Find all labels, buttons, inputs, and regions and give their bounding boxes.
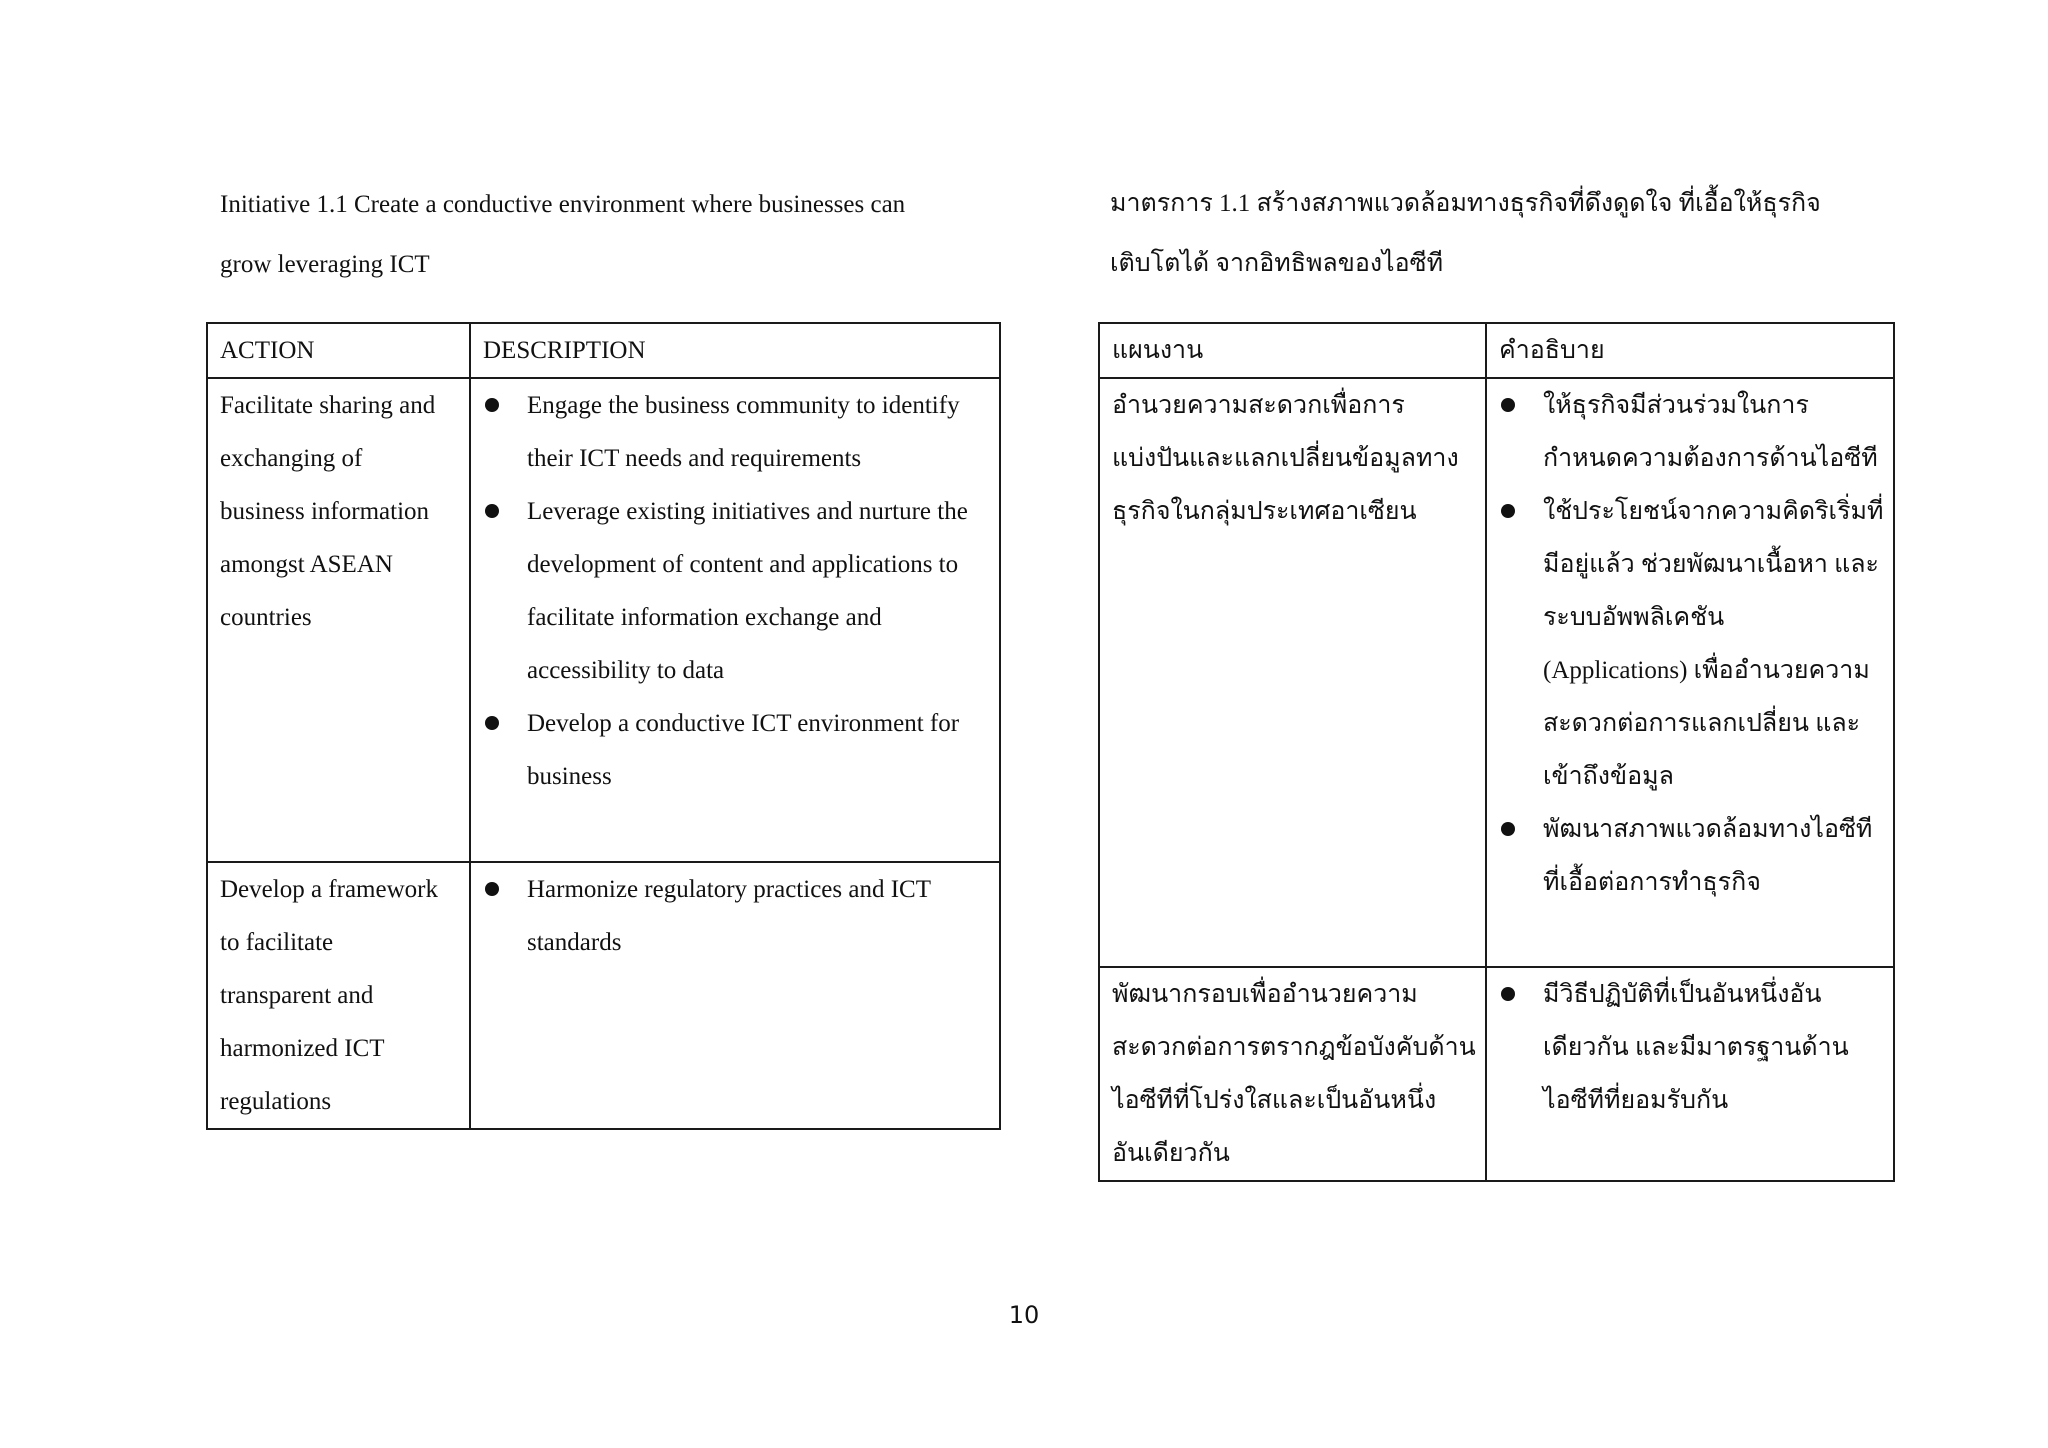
table-row	[1099, 378, 1894, 967]
action-line: exchanging of	[220, 445, 363, 472]
description-bullet-list	[1499, 379, 1884, 909]
action-line: ธุรกิจในกลุ่มประเทศอาเซียน	[1112, 498, 1417, 525]
bullet-line: เดียวกัน และมีมาตรฐานด้าน	[1543, 1034, 1849, 1061]
action-line: to facilitate	[220, 929, 334, 956]
bullet-line: มีอยู่แล้ว ช่วยพัฒนาเนื้อหา และ	[1543, 551, 1879, 578]
bullet-line: Develop a conductive ICT environment for	[527, 710, 960, 737]
bullet-item	[483, 485, 987, 697]
bullet-line: ไอซีทีที่ยอมรับกัน	[1543, 1087, 1729, 1114]
description-bullet-list	[1499, 968, 1881, 1127]
bullet-line: accessibility to data	[527, 657, 725, 684]
bullet-line: Harmonize regulatory practices and ICT	[527, 876, 931, 903]
action-line: ไอซีทีที่โปร่งใสและเป็นอันหนึ่ง	[1112, 1087, 1437, 1114]
heading-line: grow leveraging ICT	[220, 251, 430, 278]
bullet-dot-icon	[485, 716, 499, 730]
action-line: อำนวยความสะดวกเพื่อการ	[1112, 392, 1405, 419]
bullet-dot-icon	[485, 504, 499, 518]
initiative-heading-th	[1110, 174, 1930, 294]
bullet-line: กำหนดความต้องการด้านไอซีที	[1543, 445, 1878, 472]
action-table-th	[1098, 322, 1895, 1182]
initiative-heading-en	[220, 175, 1020, 295]
action-column-header: แผนงาน	[1099, 323, 1486, 378]
bullet-line: พัฒนาสภาพแวดล้อมทางไอซีที	[1543, 816, 1873, 843]
action-cell	[207, 378, 470, 862]
bullet-item	[483, 379, 987, 485]
table-header-row	[1099, 323, 1894, 378]
bullet-item	[1499, 379, 1881, 485]
action-line: แบ่งปันและแลกเปลี่ยนข้อมูลทาง	[1112, 445, 1459, 472]
bullet-item	[1499, 485, 1884, 803]
action-cell	[1099, 378, 1486, 967]
action-line: harmonized ICT	[220, 1035, 385, 1062]
bullet-line: Leverage existing initiatives and nurture the	[527, 498, 968, 525]
bullet-line: ที่เอื้อต่อการทำธุรกิจ	[1543, 869, 1761, 896]
bullet-line: facilitate information exchange and	[527, 604, 882, 631]
description-bullet-list	[483, 379, 987, 803]
bullet-line: ระบบอัพพลิเคชัน	[1543, 604, 1725, 631]
action-line: business information	[220, 498, 430, 525]
page-number: 10	[1008, 1301, 1040, 1329]
bullet-line: (Applications) เพื่ออำนวยความ	[1543, 657, 1870, 684]
bullet-line: Engage the business community to identify	[527, 392, 960, 419]
bullet-line: เข้าถึงข้อมูล	[1543, 763, 1674, 790]
action-line: สะดวกต่อการตรากฎข้อบังคับด้าน	[1112, 1034, 1476, 1061]
action-cell	[1099, 967, 1486, 1181]
table-row	[207, 862, 1000, 1129]
bullet-item	[483, 697, 987, 803]
action-column-header: ACTION	[207, 323, 470, 378]
description-cell	[470, 378, 1000, 862]
bullet-line: สะดวกต่อการแลกเปลี่ยน และ	[1543, 710, 1861, 737]
bullet-dot-icon	[1501, 398, 1515, 412]
table-row	[1099, 967, 1894, 1181]
bullet-dot-icon	[1501, 987, 1515, 1001]
bullet-line: standards	[527, 929, 622, 956]
bullet-dot-icon	[1501, 504, 1515, 518]
description-cell	[1486, 378, 1894, 967]
action-line: Facilitate sharing and	[220, 392, 436, 419]
bullet-line: development of content and applications to	[527, 551, 959, 578]
bullet-dot-icon	[485, 882, 499, 896]
bullet-dot-icon	[1501, 822, 1515, 836]
description-cell	[1486, 967, 1894, 1181]
bullet-line: ใช้ประโยชน์จากความคิดริเริ่มที่	[1543, 498, 1884, 525]
action-cell	[207, 862, 470, 1129]
action-line: อันเดียวกัน	[1112, 1140, 1230, 1167]
table-header-row	[207, 323, 1000, 378]
description-column-header: คำอธิบาย	[1486, 323, 1894, 378]
bullet-dot-icon	[485, 398, 499, 412]
bullet-line: their ICT needs and requirements	[527, 445, 862, 472]
table-row	[207, 378, 1000, 862]
action-table-en	[206, 322, 1001, 1130]
bullet-line: business	[527, 763, 612, 790]
bullet-item	[483, 863, 987, 969]
bullet-line: มีวิธีปฏิบัติที่เป็นอันหนึ่งอัน	[1543, 981, 1822, 1008]
bullet-item	[1499, 968, 1881, 1127]
heading-line: Initiative 1.1 Create a conductive environment where businesses can	[220, 191, 906, 218]
action-line: regulations	[220, 1088, 332, 1115]
description-cell	[470, 862, 1000, 1129]
action-line: Develop a framework	[220, 876, 438, 903]
bullet-line: ให้ธุรกิจมีส่วนร่วมในการ	[1543, 392, 1809, 419]
action-line: พัฒนากรอบเพื่ออำนวยความ	[1112, 981, 1418, 1008]
action-line: countries	[220, 604, 312, 631]
action-line: transparent and	[220, 982, 374, 1009]
bullet-item	[1499, 803, 1881, 909]
action-line: amongst ASEAN	[220, 551, 393, 578]
description-column-header: DESCRIPTION	[470, 323, 1000, 378]
heading-line: มาตรการ 1.1 สร้างสภาพแวดล้อมทางธุรกิจที่ดึงดูดใจ ที่เอื้อให้ธุรกิจ	[1110, 190, 1821, 217]
heading-line: เติบโตได้ จากอิทธิพลของไอซีที	[1110, 250, 1444, 277]
description-bullet-list	[483, 863, 987, 969]
